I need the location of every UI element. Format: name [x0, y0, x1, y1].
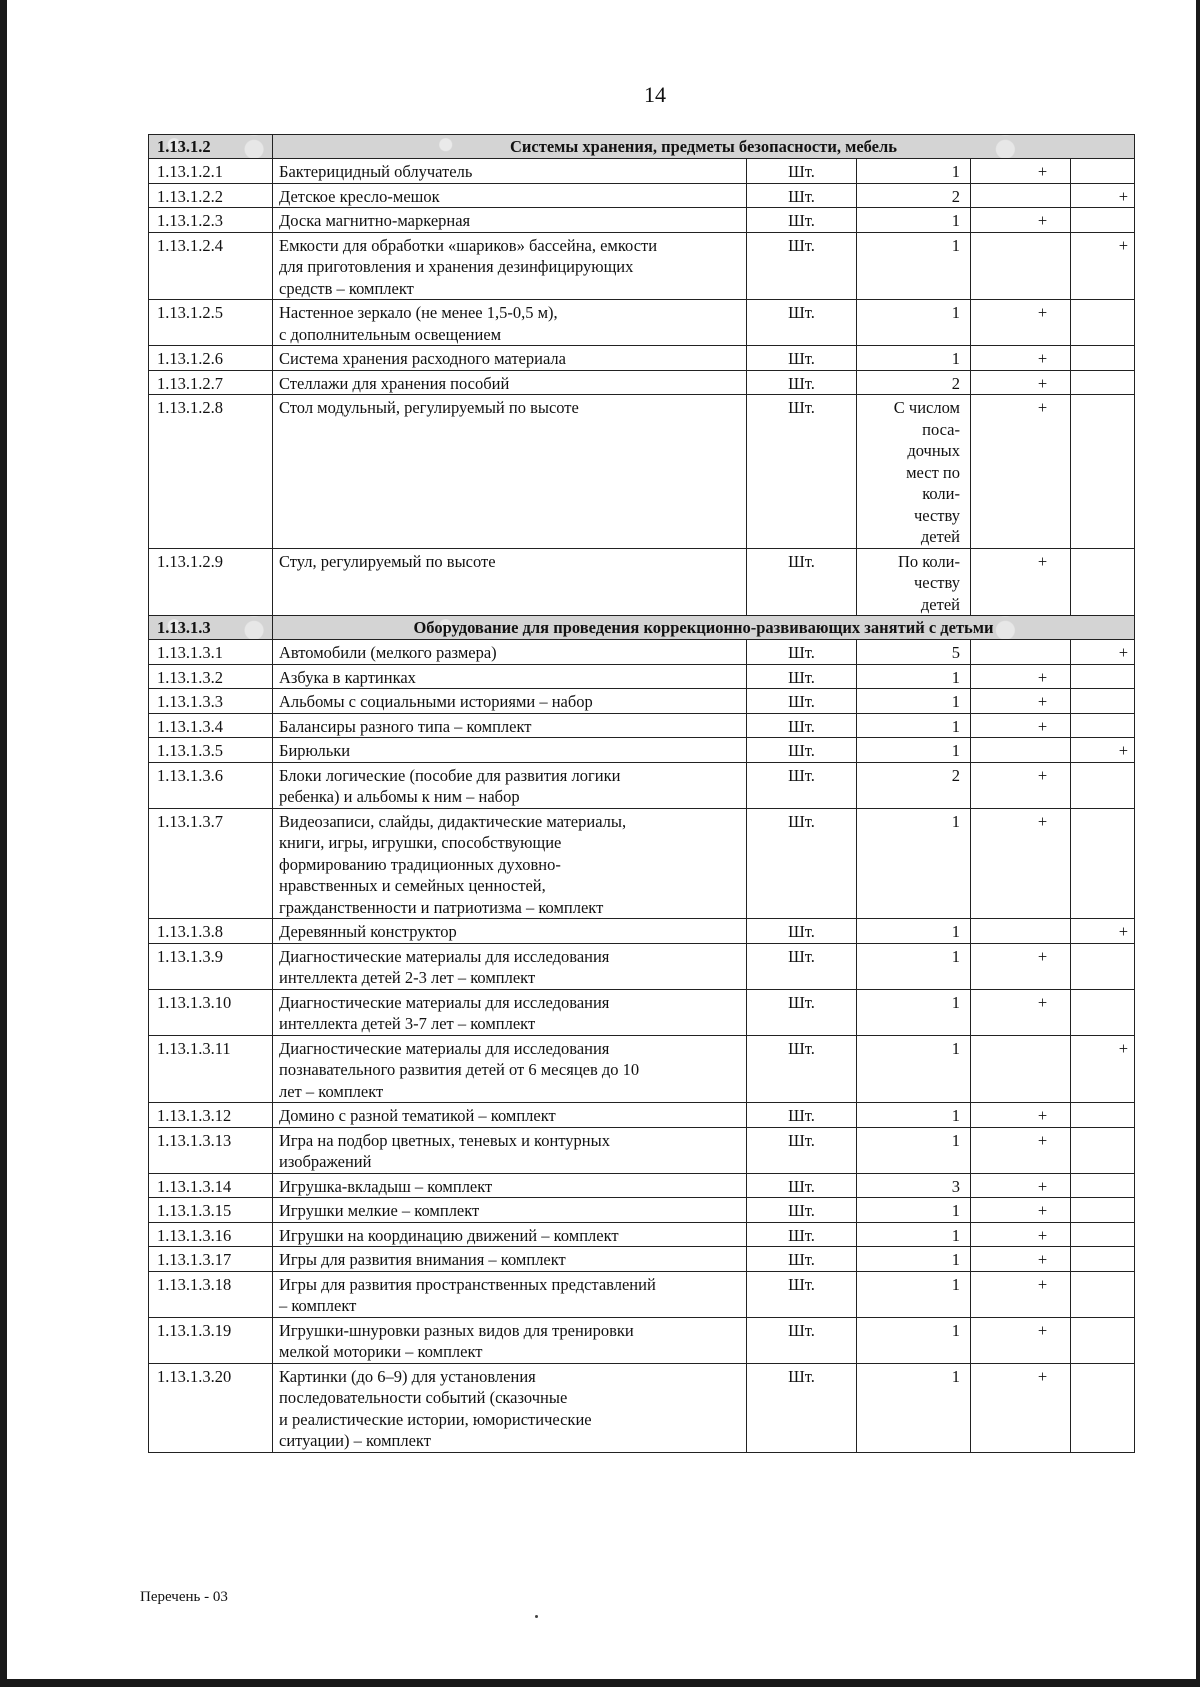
mark-column-1: +	[971, 1173, 1071, 1198]
mark-column-1: +	[971, 943, 1071, 989]
mark-column-1	[971, 738, 1071, 763]
mark-column-2	[1071, 159, 1135, 184]
mark-column-2	[1071, 943, 1135, 989]
item-unit: Шт.	[747, 808, 857, 919]
table-row	[149, 300, 1135, 346]
mark-column-2	[1071, 1247, 1135, 1272]
item-number: 1.13.1.3.12	[149, 1103, 273, 1128]
item-quantity: 1	[857, 232, 971, 300]
mark-column-1: +	[971, 1222, 1071, 1247]
mark-column-1: +	[971, 808, 1071, 919]
table-row	[149, 1317, 1135, 1363]
item-unit: Шт.	[747, 1317, 857, 1363]
table-row	[149, 762, 1135, 808]
mark-column-2	[1071, 1127, 1135, 1173]
item-name: Стул, регулируемый по высоте	[273, 548, 747, 616]
table-row	[149, 395, 1135, 549]
item-name: Игрушки мелкие – комплект	[273, 1198, 747, 1223]
item-unit: Шт.	[747, 1271, 857, 1317]
item-quantity: 1	[857, 1127, 971, 1173]
item-name: Диагностические материалы для исследования интеллекта детей 2-3 лет – комплект	[273, 943, 747, 989]
mark-column-1: +	[971, 370, 1071, 395]
mark-column-1: +	[971, 395, 1071, 549]
item-number: 1.13.1.3.20	[149, 1363, 273, 1452]
scan-border-left	[0, 0, 7, 1687]
scan-border-right	[1196, 0, 1200, 1687]
item-quantity: 1	[857, 159, 971, 184]
item-unit: Шт.	[747, 664, 857, 689]
item-number: 1.13.1.2.8	[149, 395, 273, 549]
mark-column-2	[1071, 300, 1135, 346]
mark-column-2: +	[1071, 640, 1135, 665]
item-number: 1.13.1.2.6	[149, 346, 273, 371]
item-number: 1.13.1.2.5	[149, 300, 273, 346]
item-number: 1.13.1.3.15	[149, 1198, 273, 1223]
item-unit: Шт.	[747, 1103, 857, 1128]
item-name: Картинки (до 6–9) для установления последовательности событий (сказочные и реалистические истории, юмористические ситуации) – комплект	[273, 1363, 747, 1452]
item-name: Система хранения расходного материала	[273, 346, 747, 371]
item-number: 1.13.1.3.11	[149, 1035, 273, 1103]
item-number: 1.13.1.3.2	[149, 664, 273, 689]
item-unit: Шт.	[747, 159, 857, 184]
item-unit: Шт.	[747, 346, 857, 371]
item-number: 1.13.1.3.6	[149, 762, 273, 808]
table-row	[149, 689, 1135, 714]
item-name: Видеозаписи, слайды, дидактические материалы, книги, игры, игрушки, способствующие формированию традиционных духовно- нравственных и семейных ценностей, гражданственности и патриотизма – комплект	[273, 808, 747, 919]
mark-column-1: +	[971, 989, 1071, 1035]
item-quantity: 1	[857, 1103, 971, 1128]
table-row	[149, 1363, 1135, 1452]
item-name: Автомобили (мелкого размера)	[273, 640, 747, 665]
table-row	[149, 1198, 1135, 1223]
mark-column-1: +	[971, 159, 1071, 184]
mark-column-2	[1071, 664, 1135, 689]
item-unit: Шт.	[747, 1035, 857, 1103]
section-title: Оборудование для проведения коррекционно-развивающих занятий с детьми	[273, 616, 1135, 640]
mark-column-2: +	[1071, 232, 1135, 300]
item-unit: Шт.	[747, 989, 857, 1035]
item-quantity: 1	[857, 943, 971, 989]
mark-column-2	[1071, 713, 1135, 738]
item-number: 1.13.1.3.4	[149, 713, 273, 738]
item-unit: Шт.	[747, 232, 857, 300]
item-name: Диагностические материалы для исследования интеллекта детей 3-7 лет – комплект	[273, 989, 747, 1035]
mark-column-2	[1071, 1103, 1135, 1128]
item-number: 1.13.1.2.4	[149, 232, 273, 300]
item-quantity: 1	[857, 713, 971, 738]
item-number: 1.13.1.3.18	[149, 1271, 273, 1317]
mark-column-2	[1071, 989, 1135, 1035]
table-row	[149, 1035, 1135, 1103]
item-number: 1.13.1.3.17	[149, 1247, 273, 1272]
scan-speck	[535, 1615, 538, 1618]
item-unit: Шт.	[747, 943, 857, 989]
item-unit: Шт.	[747, 738, 857, 763]
item-unit: Шт.	[747, 395, 857, 549]
table-row	[149, 989, 1135, 1035]
item-name: Альбомы с социальными историями – набор	[273, 689, 747, 714]
mark-column-2	[1071, 1198, 1135, 1223]
item-number: 1.13.1.3.13	[149, 1127, 273, 1173]
table-row	[149, 1247, 1135, 1272]
item-number: 1.13.1.2.2	[149, 183, 273, 208]
item-unit: Шт.	[747, 1363, 857, 1452]
item-name: Домино с разной тематикой – комплект	[273, 1103, 747, 1128]
table-row	[149, 183, 1135, 208]
mark-column-2	[1071, 762, 1135, 808]
item-unit: Шт.	[747, 183, 857, 208]
item-unit: Шт.	[747, 713, 857, 738]
item-unit: Шт.	[747, 919, 857, 944]
item-name: Игрушки-шнуровки разных видов для тренировки мелкой моторики – комплект	[273, 1317, 747, 1363]
item-number: 1.13.1.3.3	[149, 689, 273, 714]
table-row	[149, 159, 1135, 184]
mark-column-2: +	[1071, 183, 1135, 208]
mark-column-2	[1071, 548, 1135, 616]
mark-column-2	[1071, 208, 1135, 233]
table-row	[149, 738, 1135, 763]
item-name: Стеллажи для хранения пособий	[273, 370, 747, 395]
table-row	[149, 808, 1135, 919]
section-code: 1.13.1.2	[149, 135, 273, 159]
item-name: Стол модульный, регулируемый по высоте	[273, 395, 747, 549]
item-quantity: 1	[857, 346, 971, 371]
item-number: 1.13.1.3.14	[149, 1173, 273, 1198]
table-row	[149, 1173, 1135, 1198]
item-number: 1.13.1.3.1	[149, 640, 273, 665]
item-unit: Шт.	[747, 1222, 857, 1247]
mark-column-2	[1071, 346, 1135, 371]
item-name: Диагностические материалы для исследования познавательного развития детей от 6 месяцев до 10 лет – комплект	[273, 1035, 747, 1103]
item-unit: Шт.	[747, 762, 857, 808]
item-unit: Шт.	[747, 689, 857, 714]
item-quantity: С числом поса- дочных мест по коли- честву детей	[857, 395, 971, 549]
item-name: Азбука в картинках	[273, 664, 747, 689]
item-unit: Шт.	[747, 370, 857, 395]
table-row	[149, 1271, 1135, 1317]
item-name: Балансиры разного типа – комплект	[273, 713, 747, 738]
item-quantity: 1	[857, 208, 971, 233]
item-quantity: 1	[857, 1222, 971, 1247]
item-quantity: 2	[857, 370, 971, 395]
item-quantity: 1	[857, 738, 971, 763]
table-row	[149, 1127, 1135, 1173]
item-number: 1.13.1.3.5	[149, 738, 273, 763]
item-quantity: 1	[857, 808, 971, 919]
item-number: 1.13.1.2.3	[149, 208, 273, 233]
item-number: 1.13.1.2.1	[149, 159, 273, 184]
mark-column-1: +	[971, 1127, 1071, 1173]
item-number: 1.13.1.2.9	[149, 548, 273, 616]
item-name: Доска магнитно-маркерная	[273, 208, 747, 233]
item-quantity: 5	[857, 640, 971, 665]
footer-label: Перечень - 03	[140, 1589, 228, 1605]
item-unit: Шт.	[747, 300, 857, 346]
table-row	[149, 664, 1135, 689]
item-unit: Шт.	[747, 1198, 857, 1223]
mark-column-1	[971, 232, 1071, 300]
item-quantity: 1	[857, 664, 971, 689]
item-quantity: 3	[857, 1173, 971, 1198]
item-unit: Шт.	[747, 208, 857, 233]
equipment-table	[148, 134, 1135, 1453]
item-unit: Шт.	[747, 548, 857, 616]
mark-column-1: +	[971, 1198, 1071, 1223]
item-number: 1.13.1.3.19	[149, 1317, 273, 1363]
mark-column-2	[1071, 1271, 1135, 1317]
mark-column-1	[971, 183, 1071, 208]
mark-column-1: +	[971, 300, 1071, 346]
mark-column-1: +	[971, 689, 1071, 714]
mark-column-2	[1071, 808, 1135, 919]
mark-column-1: +	[971, 1363, 1071, 1452]
mark-column-2	[1071, 395, 1135, 549]
item-unit: Шт.	[747, 1173, 857, 1198]
mark-column-1	[971, 1035, 1071, 1103]
item-unit: Шт.	[747, 640, 857, 665]
item-unit: Шт.	[747, 1127, 857, 1173]
item-number: 1.13.1.3.10	[149, 989, 273, 1035]
item-number: 1.13.1.3.7	[149, 808, 273, 919]
item-quantity: 2	[857, 183, 971, 208]
item-quantity: 1	[857, 1363, 971, 1452]
mark-column-2: +	[1071, 919, 1135, 944]
item-name: Бирюльки	[273, 738, 747, 763]
mark-column-1	[971, 640, 1071, 665]
item-name: Блоки логические (пособие для развития логики ребенка) и альбомы к ним – набор	[273, 762, 747, 808]
item-name: Детское кресло-мешок	[273, 183, 747, 208]
table-row	[149, 548, 1135, 616]
item-unit: Шт.	[747, 1247, 857, 1272]
item-quantity: 1	[857, 689, 971, 714]
item-name: Емкости для обработки «шариков» бассейна, емкости для приготовления и хранения дезинфицирующих средств – комплект	[273, 232, 747, 300]
item-quantity: 1	[857, 1271, 971, 1317]
section-title: Системы хранения, предметы безопасности, мебель	[273, 135, 1135, 159]
mark-column-2	[1071, 1317, 1135, 1363]
mark-column-1: +	[971, 548, 1071, 616]
mark-column-2: +	[1071, 738, 1135, 763]
item-quantity: 1	[857, 1198, 971, 1223]
table-row	[149, 1222, 1135, 1247]
table-row	[149, 1103, 1135, 1128]
item-name: Игрушки на координацию движений – комплект	[273, 1222, 747, 1247]
section-header-row	[149, 616, 1135, 640]
item-quantity: По коли- честву детей	[857, 548, 971, 616]
table-row	[149, 640, 1135, 665]
mark-column-1: +	[971, 346, 1071, 371]
item-name: Деревянный конструктор	[273, 919, 747, 944]
mark-column-1: +	[971, 664, 1071, 689]
table-row	[149, 919, 1135, 944]
item-quantity: 1	[857, 1035, 971, 1103]
mark-column-1: +	[971, 1103, 1071, 1128]
item-quantity: 1	[857, 1247, 971, 1272]
mark-column-2	[1071, 689, 1135, 714]
item-name: Игры для развития пространственных представлений – комплект	[273, 1271, 747, 1317]
mark-column-1: +	[971, 762, 1071, 808]
item-quantity: 1	[857, 300, 971, 346]
mark-column-2	[1071, 370, 1135, 395]
mark-column-1: +	[971, 1317, 1071, 1363]
item-name: Настенное зеркало (не менее 1,5-0,5 м), с дополнительным освещением	[273, 300, 747, 346]
item-number: 1.13.1.2.7	[149, 370, 273, 395]
item-name: Бактерицидный облучатель	[273, 159, 747, 184]
scan-border-bottom	[0, 1679, 1200, 1687]
item-number: 1.13.1.3.8	[149, 919, 273, 944]
table-row	[149, 208, 1135, 233]
table-row	[149, 370, 1135, 395]
mark-column-1: +	[971, 1247, 1071, 1272]
section-code: 1.13.1.3	[149, 616, 273, 640]
item-quantity: 1	[857, 989, 971, 1035]
mark-column-2	[1071, 1222, 1135, 1247]
mark-column-1: +	[971, 1271, 1071, 1317]
item-name: Игра на подбор цветных, теневых и контурных изображений	[273, 1127, 747, 1173]
mark-column-1: +	[971, 208, 1071, 233]
mark-column-1: +	[971, 713, 1071, 738]
table-row	[149, 943, 1135, 989]
table-row	[149, 713, 1135, 738]
item-number: 1.13.1.3.16	[149, 1222, 273, 1247]
item-quantity: 1	[857, 1317, 971, 1363]
mark-column-2	[1071, 1173, 1135, 1198]
mark-column-2: +	[1071, 1035, 1135, 1103]
table-row	[149, 346, 1135, 371]
page-number: 14	[644, 82, 666, 107]
item-quantity: 1	[857, 919, 971, 944]
section-header-row	[149, 135, 1135, 159]
item-quantity: 2	[857, 762, 971, 808]
mark-column-2	[1071, 1363, 1135, 1452]
item-number: 1.13.1.3.9	[149, 943, 273, 989]
table-row	[149, 232, 1135, 300]
item-name: Игры для развития внимания – комплект	[273, 1247, 747, 1272]
item-name: Игрушка-вкладыш – комплект	[273, 1173, 747, 1198]
mark-column-1	[971, 919, 1071, 944]
